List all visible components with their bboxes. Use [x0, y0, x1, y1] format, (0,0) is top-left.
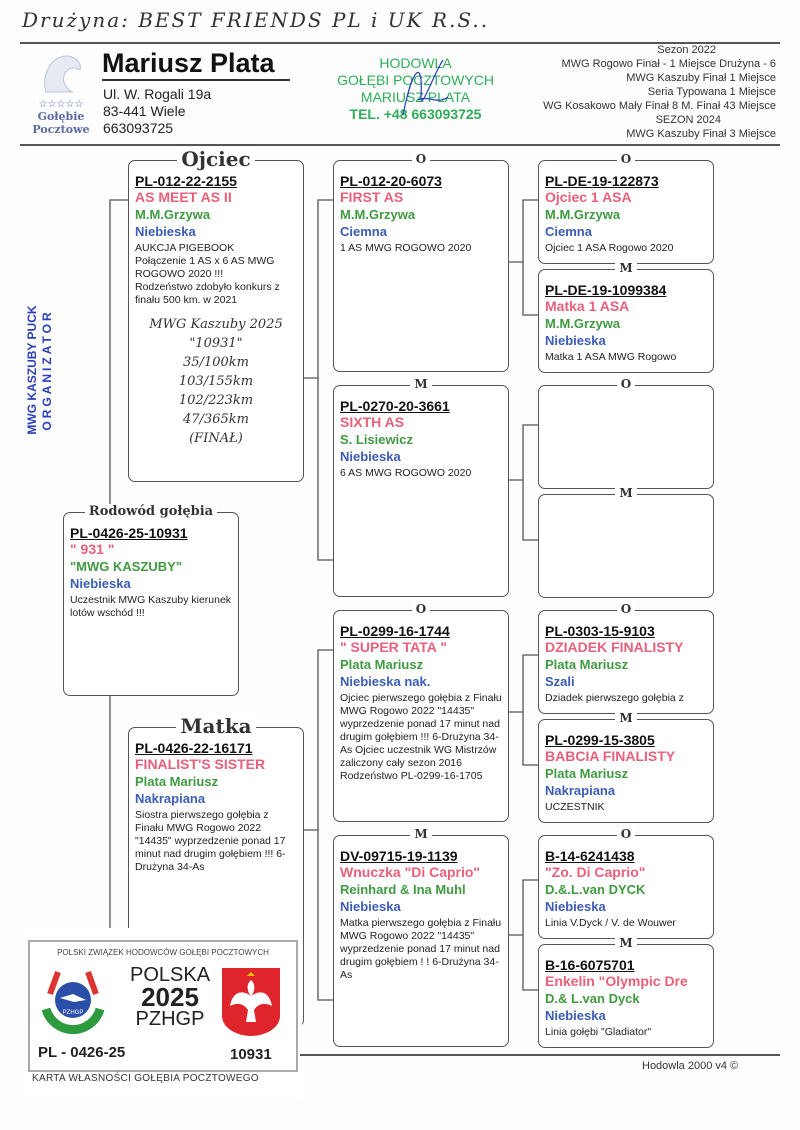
- breeder: Plata Mariusz: [135, 774, 219, 789]
- organizer-stamp: [25, 270, 55, 470]
- great-grandparent-card-ggs-2[interactable]: [538, 377, 714, 489]
- breeder: D.& L.van Dyck: [545, 991, 640, 1006]
- achievement-line: MWG Kaszuby Finał 3 Miejsce: [626, 128, 776, 140]
- card-ring-number: 10931: [230, 1046, 272, 1063]
- sex-label: M: [615, 711, 636, 725]
- pigeon-name: Enkelin "Olympic Dre: [545, 973, 688, 989]
- sex-label: M: [410, 377, 431, 391]
- card-org: POLSKI ZWIĄZEK HODOWCÓW GOŁĘBI POCZTOWYCH: [57, 948, 269, 957]
- breeder: Plata Mariusz: [340, 657, 424, 672]
- breeder: Plata Mariusz: [545, 766, 629, 781]
- ring-number: PL-DE-19-122873: [545, 173, 659, 189]
- feather-color: Nakrapiana: [545, 783, 616, 798]
- card-center: [130, 964, 210, 1030]
- notes: Dziadek pierwszego gołębia z: [545, 692, 684, 704]
- achievement-line: WG Kosakowo Mały Finał 8 M. Finał 43 Miejsce: [543, 100, 776, 112]
- logo-stars: ☆☆☆☆☆: [38, 99, 84, 110]
- card-caption: KARTA WŁASNOŚCI GOŁĘBIA POCZTOWEGO: [32, 1073, 259, 1084]
- granddam-maternal-card[interactable]: [333, 827, 509, 1047]
- pigeon-name: "Zo. Di Caprio": [545, 864, 646, 880]
- feather-color: Niebieska: [545, 899, 606, 914]
- ring-number: B-16-6075701: [545, 957, 635, 973]
- feather-color: Niebieska nak.: [340, 674, 431, 689]
- great-grandparent-card-ggs-1[interactable]: [538, 152, 714, 264]
- sex-label: O: [412, 152, 430, 166]
- pigeon-name: FIRST AS: [340, 189, 404, 205]
- notes: Ojciec 1 ASA Rogowo 2020: [545, 242, 674, 254]
- ownership-card: [22, 928, 302, 1098]
- note-line: Połączenie 1 AS x 6 AS MWG ROGOWO 2020 !!!: [135, 255, 275, 280]
- pigeon-name: Wnuczka "Di Caprio": [340, 864, 481, 880]
- notes: UCZESTNIK: [545, 801, 605, 813]
- great-grandparent-card-ggd-2[interactable]: [538, 486, 714, 598]
- card-ring-prefix: PL - 0426-25: [38, 1044, 126, 1061]
- ring-number: DV-09715-19-1139: [340, 848, 458, 864]
- hw-line: MWG Kaszuby 2025: [149, 317, 283, 332]
- ring-number: PL-0426-22-16171: [135, 740, 253, 756]
- ring-number: PL-0426-25-10931: [70, 525, 188, 541]
- great-grandparent-card-ggs-4[interactable]: [538, 827, 714, 939]
- great-grandparent-card-ggs-3[interactable]: [538, 602, 714, 714]
- father-card[interactable]: [128, 147, 304, 482]
- grandsire-maternal-card[interactable]: [333, 602, 509, 822]
- pigeon-name: AS MEET AS II: [135, 189, 232, 205]
- pigeon-name: Ojciec 1 ASA: [545, 189, 632, 205]
- sex-label: O: [617, 377, 635, 391]
- granddam-paternal-card[interactable]: [333, 377, 509, 597]
- breeder: "MWG KASZUBY": [70, 559, 182, 574]
- sex-label: M: [615, 261, 636, 275]
- feather-color: Nakrapiana: [135, 791, 206, 806]
- notes: Matka 1 ASA MWG Rogowo: [545, 351, 677, 363]
- grandsire-paternal-card[interactable]: [333, 152, 509, 372]
- stamp-line: MWG KASZUBY PUCK: [25, 305, 39, 435]
- feather-color: Ciemna: [340, 224, 387, 239]
- ring-number: B-14-6241438: [545, 848, 635, 864]
- notes: Matka pierwszego gołębia z Finału MWG Rogowo 2022 "14435" wyprzedzenie ponad 17 minut nad drugim gołębiem ! ! 6-Drużyna 34-As: [340, 917, 502, 981]
- achievement-line: MWG Kaszuby Finał 1 Miejsce: [626, 72, 776, 84]
- sex-label: O: [617, 827, 635, 841]
- card-abbr: PZHGP: [135, 1008, 205, 1030]
- ring-number: PL-DE-19-1099384: [545, 282, 667, 298]
- achievement-line: Seria Typowana 1 Miejsce: [647, 86, 776, 98]
- ring-number: PL-0303-15-9103: [545, 623, 655, 639]
- pigeon-name: DZIADEK FINALISTY: [545, 639, 684, 655]
- stamp-line: MARIUSZ PLATA: [360, 89, 471, 105]
- pigeon-name: " 931 ": [70, 541, 115, 557]
- achievement-line: MWG Rogowo Finał - 1 Miejsce Drużyna - 6: [561, 58, 776, 70]
- sex-label: O: [412, 602, 430, 616]
- sex-label: O: [617, 602, 635, 616]
- sex-label: M: [410, 827, 431, 841]
- note-line: Rodzeństwo zdobyło konkurs z finału 500 km. w 2021: [135, 281, 280, 306]
- logo-text-line1: Gołębie: [37, 110, 85, 123]
- achievement-line: SEZON 2024: [655, 114, 721, 126]
- handwritten-results: [135, 315, 297, 448]
- ring-number: PL-0270-20-3661: [340, 398, 450, 414]
- stamp-line: TEL. +48 663093725: [349, 106, 482, 122]
- handwritten-team-note: Drużyna: BEST FRIENDS PL i UK R.S..: [22, 8, 490, 32]
- feather-color: Niebieska: [545, 1008, 606, 1023]
- stamp-line: GOŁĘBI POCZTOWYCH: [337, 72, 494, 88]
- hw-line: "10931": [189, 336, 243, 351]
- address-street: Ul. W. Rogali 19a: [103, 86, 212, 102]
- sex-label: O: [617, 152, 635, 166]
- breeder: S. Lisiewicz: [340, 432, 413, 447]
- notes: Siostra pierwszego gołębia z Finału MWG Rogowo 2022 "14435" wyprzedzenie ponad 17 minut nad drugim gołębiem !!! 6-Drużyna 34-As: [135, 809, 286, 873]
- mother-title: Matka: [176, 714, 255, 738]
- breeder: Reinhard & Ina Muhl: [340, 882, 466, 897]
- pigeon-name: Matka 1 ASA: [545, 298, 630, 314]
- great-grandparent-card-ggd-3[interactable]: [538, 711, 714, 823]
- ring-number: PL-0299-16-1744: [340, 623, 450, 639]
- logo-text-line2: Pocztowe: [32, 123, 90, 136]
- card-year: 2025: [141, 982, 199, 1012]
- feather-color: Niebieska: [135, 224, 196, 239]
- pigeon-name: SIXTH AS: [340, 414, 405, 430]
- footer-rule: [300, 1054, 780, 1056]
- hw-line: 47/365km: [183, 412, 249, 427]
- pzhgp-logo-icon: [38, 964, 108, 1034]
- notes: Linia gołębi "Gladiator": [545, 1026, 652, 1038]
- ring-number: PL-012-20-6073: [340, 173, 442, 189]
- breeder: D.&.L.van DYCK: [545, 882, 646, 897]
- card-frame: [28, 940, 298, 1072]
- sex-label: M: [615, 936, 636, 950]
- breeder: Plata Mariusz: [545, 657, 629, 672]
- ring-number: PL-0299-15-3805: [545, 732, 655, 748]
- address-phone: 663093725: [103, 120, 174, 136]
- breeder: M.M.Grzywa: [545, 316, 621, 331]
- notes: [135, 242, 297, 307]
- pigeon-name: FINALIST'S SISTER: [135, 756, 266, 772]
- notes: 1 AS MWG ROGOWO 2020: [340, 242, 472, 254]
- owner-name: Mariusz Plata: [102, 48, 290, 81]
- subject-card[interactable]: [63, 504, 239, 696]
- great-grandparent-card-ggd-1[interactable]: [538, 261, 714, 373]
- hw-line: 35/100km: [183, 355, 249, 370]
- sex-label: M: [615, 486, 636, 500]
- footer-credit: Hodowla 2000 v4 ©: [642, 1060, 739, 1072]
- hw-line: (FINAŁ): [189, 431, 243, 446]
- polish-eagle-emblem-icon: [220, 966, 282, 1038]
- pigeon-name: BABCIA FINALISTY: [545, 748, 676, 764]
- feather-color: Niebieska: [70, 576, 131, 591]
- feather-color: Ciemna: [545, 224, 592, 239]
- feather-color: Niebieska: [340, 899, 401, 914]
- pigeon-name: " SUPER TATA ": [340, 639, 447, 655]
- card-country: POLSKA: [130, 964, 211, 986]
- notes: Ojciec pierwszego gołębia z Finału MWG Rogowo 2022 "14435" wyprzedzenie ponad 17 minut nad drugim gołębiem !!! 6-Drużyna 34-As Ojciec uczestnik WG Mistrzów zaliczony cały sezon 2016 Rodzeństwo PL-0299-16-1705: [340, 692, 502, 782]
- logo-text: PZHGP: [62, 1010, 84, 1016]
- father-title: Ojciec: [177, 147, 254, 171]
- achievement-line: Sezon 2022: [657, 44, 716, 56]
- stamp-line: HODOWLA: [379, 55, 452, 71]
- breeder: M.M.Grzywa: [340, 207, 416, 222]
- feather-color: Niebieska: [340, 449, 401, 464]
- notes: Uczestnik MWG Kaszuby kierunek lotów wschód !!!: [70, 594, 232, 619]
- notes: Linia V.Dyck / V. de Wouwer: [545, 917, 676, 929]
- address-city: 83-441 Wiele: [103, 103, 186, 119]
- feather-color: Szali: [545, 674, 575, 689]
- ring-number: PL-012-22-2155: [135, 173, 237, 189]
- subject-title: Rodowód gołębia: [85, 504, 217, 519]
- hw-line: 103/155km: [178, 374, 254, 389]
- breeder: M.M.Grzywa: [135, 207, 211, 222]
- breeder: M.M.Grzywa: [545, 207, 621, 222]
- great-grandparent-card-ggd-4[interactable]: [538, 936, 714, 1048]
- stamp-line: ORGANIZATOR: [40, 309, 54, 431]
- notes: 6 AS MWG ROGOWO 2020: [340, 467, 472, 479]
- hw-line: 102/223km: [178, 393, 254, 408]
- feather-color: Niebieska: [545, 333, 606, 348]
- note-line: AUKCJA PIGEBOOK: [135, 242, 235, 254]
